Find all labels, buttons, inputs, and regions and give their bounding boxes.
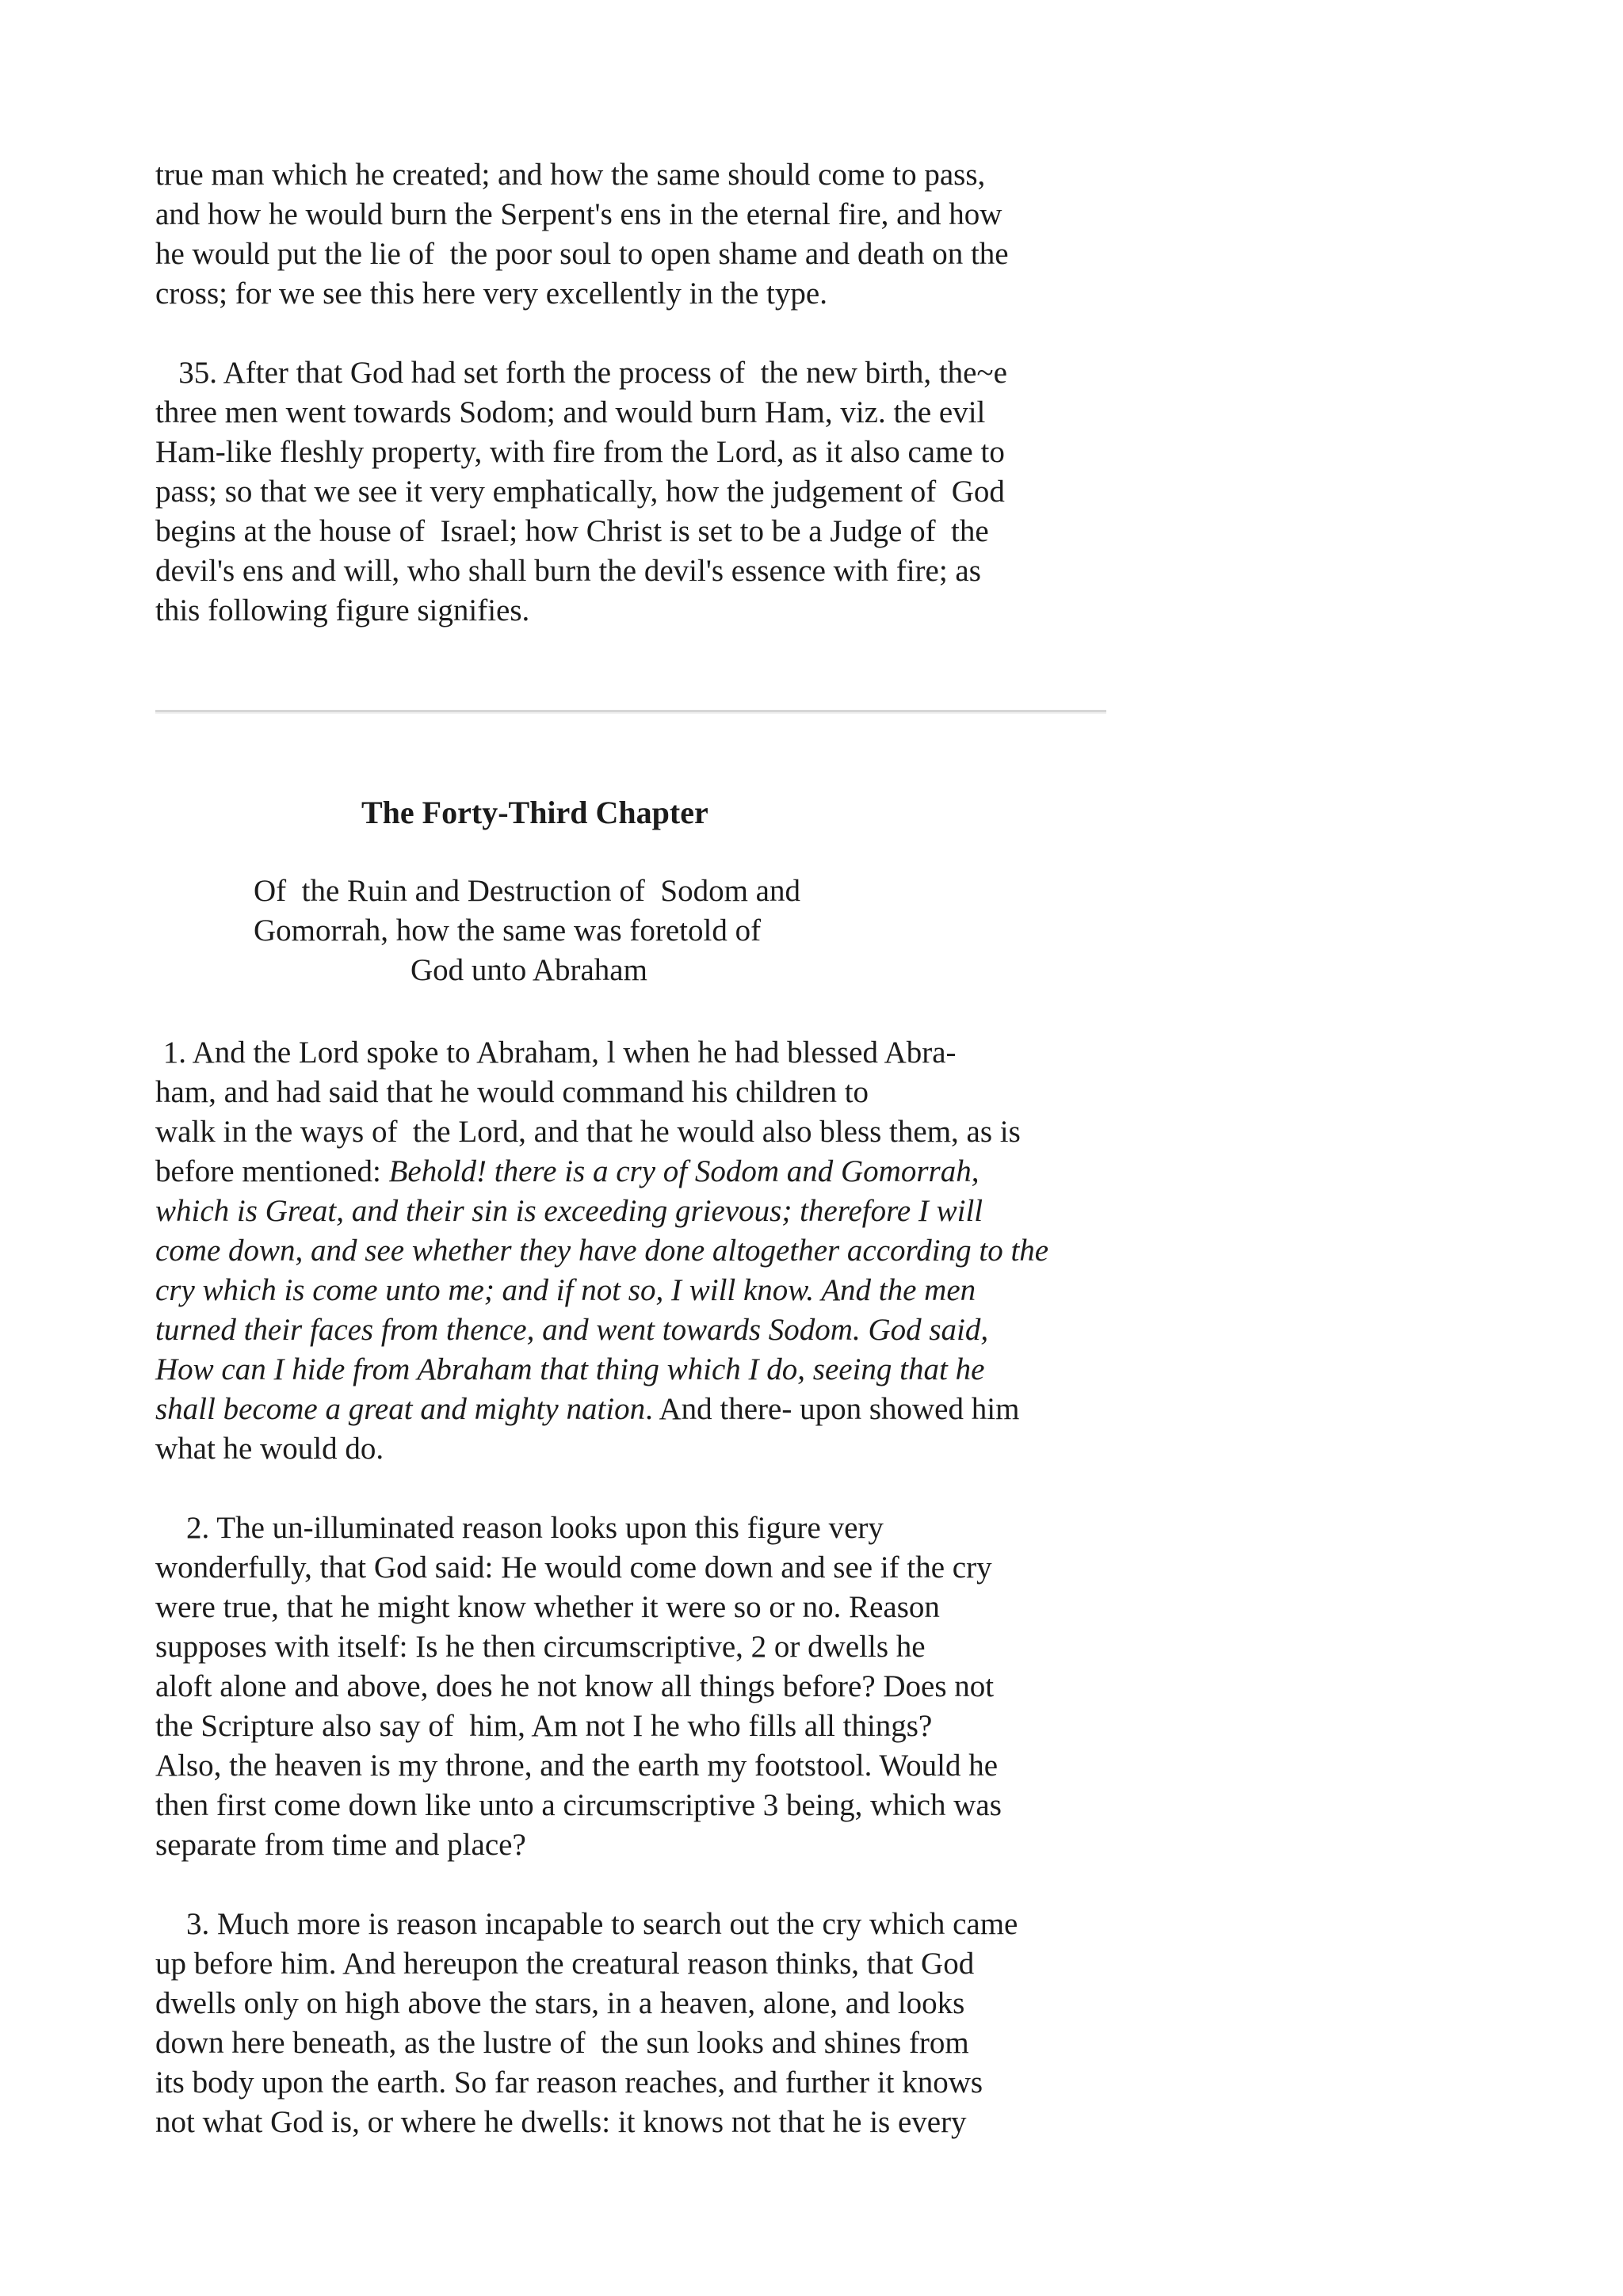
text-line: cross; for we see this here very excellently in the type. xyxy=(155,277,827,311)
text-line: and how he would burn the Serpent's ens in the eternal fire, and how xyxy=(155,197,1002,231)
text-line: true man which he created; and how the same should come to pass, xyxy=(155,158,986,192)
text-line: pass; so that we see it very emphatically, how the judgement of God xyxy=(155,475,1005,509)
italic-text-run: How can I hide from Abraham that thing which I do, seeing that he xyxy=(155,1352,985,1386)
subtitle-line: God unto Abraham xyxy=(411,953,647,987)
text-line: not what God is, or where he dwells: it knows not that he is every xyxy=(155,2105,967,2139)
text-line: 3. Much more is reason incapable to search out the cry which came xyxy=(155,1907,1018,1941)
text-line: this following figure signifies. xyxy=(155,593,530,627)
text-line xyxy=(155,1033,957,1073)
text-line xyxy=(155,1390,1019,1429)
italic-text-run: turned their faces from thence, and went towards Sodom. God said, xyxy=(155,1313,989,1347)
text-line xyxy=(155,1152,979,1192)
text-line: he would put the lie of the poor soul to open shame and death on the xyxy=(155,237,1009,271)
text-run: before mentioned: xyxy=(155,1154,389,1188)
text-line xyxy=(155,1310,988,1350)
text-run: 1. And the Lord spoke to Abraham, l when he had blessed Abra- xyxy=(155,1035,957,1070)
text-line: its body upon the earth. So far reason reaches, and further it knows xyxy=(155,2065,983,2100)
subtitle-line: Of the Ruin and Destruction of Sodom and xyxy=(254,874,800,908)
text-line: wonderfully, that God said: He would come down and see if the cry xyxy=(155,1550,992,1585)
text-line xyxy=(155,1231,1048,1271)
text-line xyxy=(155,1271,976,1310)
italic-text-run: shall become a great and mighty nation xyxy=(155,1392,646,1426)
chapter-title: The Forty-Third Chapter xyxy=(361,795,708,830)
text-run: walk in the ways of the Lord, and that he would also bless them, as is xyxy=(155,1115,1021,1149)
italic-text-run: Behold! there is a cry of Sodom and Gomorrah, xyxy=(388,1154,980,1188)
text-line: devil's ens and will, who shall burn the devil's essence with fire; as xyxy=(155,554,981,588)
italic-text-run: come down, and see whether they have done altogether according to the xyxy=(155,1234,1049,1268)
text-line: Also, the heaven is my throne, and the earth my footstool. Would he xyxy=(155,1749,999,1783)
text-line xyxy=(155,1073,869,1112)
text-run: . And there- upon showed him xyxy=(645,1392,1020,1426)
italic-text-run: cry which is come unto me; and if not so, I will know. And the men xyxy=(155,1273,976,1307)
text-line xyxy=(155,1429,384,1469)
text-line xyxy=(155,1192,983,1231)
text-line: dwells only on high above the stars, in a heaven, alone, and looks xyxy=(155,1986,965,2020)
text-line: aloft alone and above, does he not know all things before? Does not xyxy=(155,1669,995,1703)
text-line: Ham-like fleshly property, with fire from the Lord, as it also came to xyxy=(155,435,1005,469)
subtitle-line: Gomorrah, how the same was foretold of xyxy=(254,913,762,948)
text-run: ham, and had said that he would command his children to xyxy=(155,1075,869,1109)
text-line: 2. The un-illuminated reason looks upon this figure very xyxy=(155,1511,884,1545)
text-line: up before him. And hereupon the creatural reason thinks, that God xyxy=(155,1947,975,1981)
text-line: three men went towards Sodom; and would burn Ham, viz. the evil xyxy=(155,395,986,429)
horizontal-rule xyxy=(155,710,1106,714)
italic-text-run: which is Great, and their sin is exceeding grievous; therefore I will xyxy=(155,1194,983,1228)
text-line: the Scripture also say of him, Am not I he who fills all things? xyxy=(155,1709,933,1743)
text-line xyxy=(155,1112,1021,1152)
text-run: what he would do. xyxy=(155,1432,384,1466)
text-line xyxy=(155,1350,984,1390)
text-line: begins at the house of Israel; how Christ is set to be a Judge of the xyxy=(155,514,989,548)
text-line: then first come down like unto a circumscriptive 3 being, which was xyxy=(155,1788,1002,1822)
text-line: down here beneath, as the lustre of the sun looks and shines from xyxy=(155,2026,969,2060)
text-line: separate from time and place? xyxy=(155,1828,526,1862)
text-line: 35. After that God had set forth the process of the new birth, the~e xyxy=(155,356,1007,390)
text-line: were true, that he might know whether it were so or no. Reason xyxy=(155,1590,940,1624)
text-line: supposes with itself: Is he then circumscriptive, 2 or dwells he xyxy=(155,1630,926,1664)
